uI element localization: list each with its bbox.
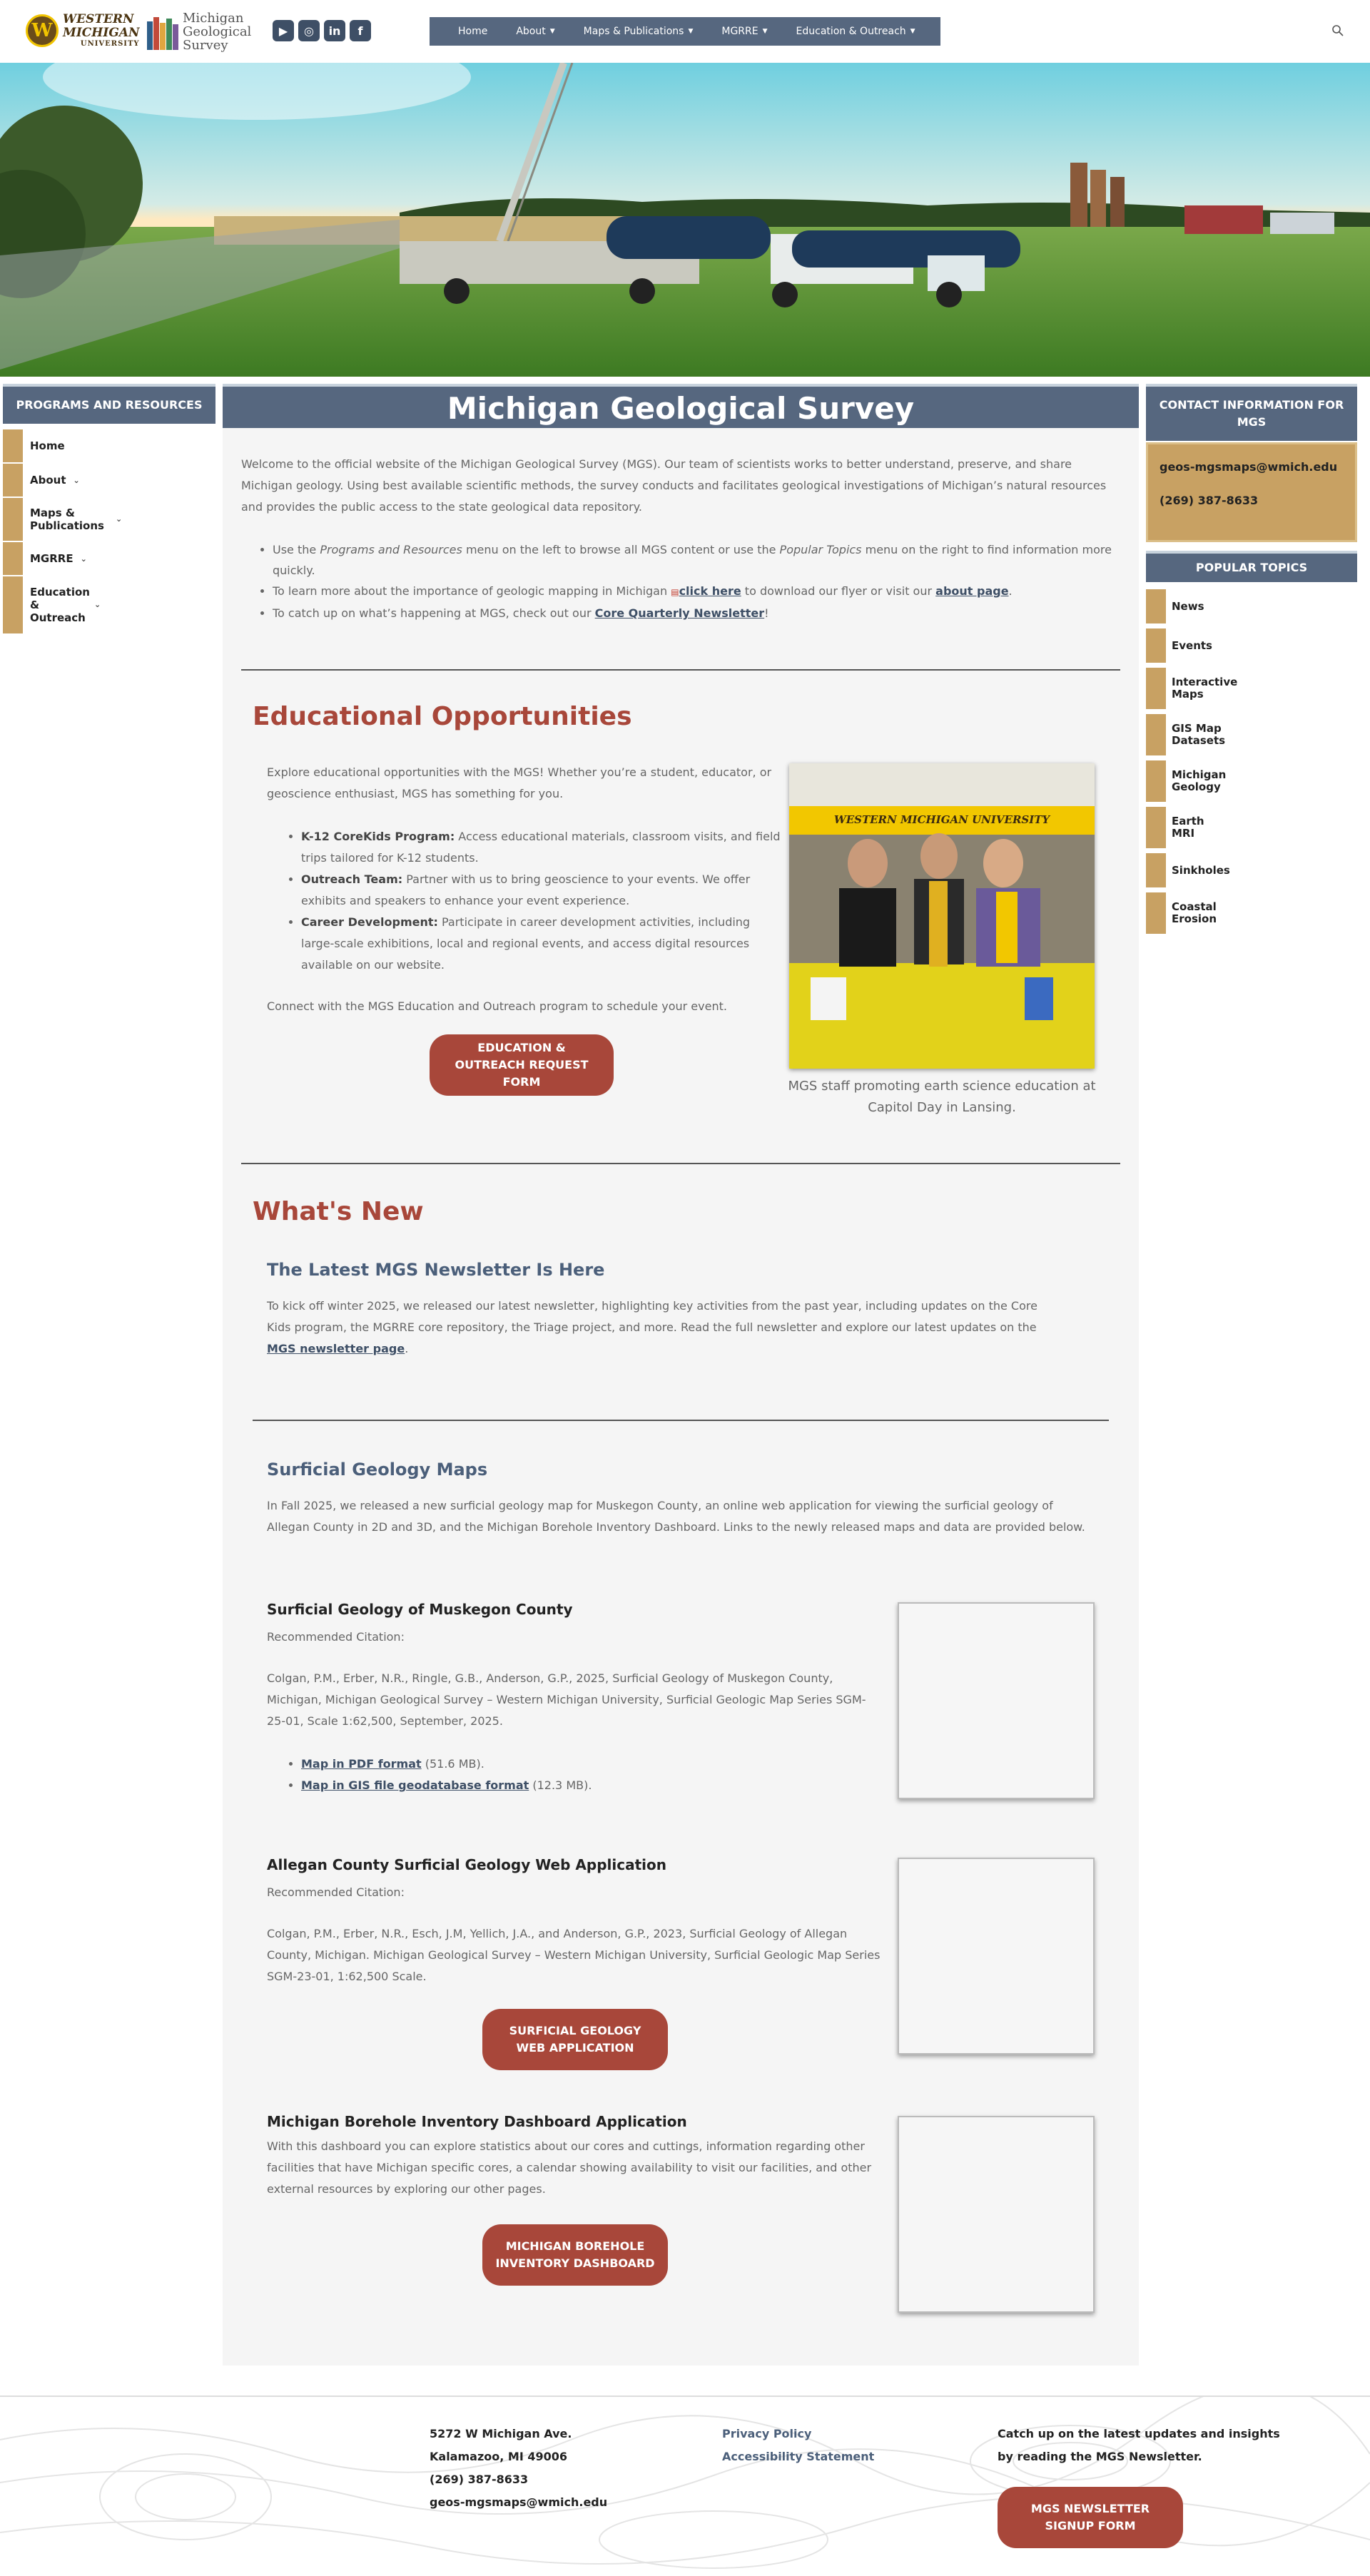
contact-phone[interactable]: (269) 387-8633 [1160,494,1259,507]
right-sidebar [1146,384,1357,939]
footer-phone[interactable]: (269) 387-8633 [430,2473,529,2486]
mgs-logo[interactable] [147,11,251,52]
programs-resources-sidebar [3,384,215,635]
education-item [301,826,786,869]
caret-down-icon: ▼ [910,28,915,35]
intro-bullet [273,581,1129,603]
divider [241,1163,1120,1164]
nav-about[interactable] [502,26,569,37]
muskegon-map-thumbnail[interactable] [898,1602,1095,1799]
sidebar-item-about[interactable] [3,464,215,497]
file-size: (51.6 MB). [421,1757,484,1771]
muskegon-rec: Recommended Citation: [267,1630,405,1644]
staff-photo-illustration [789,763,1095,1069]
topic-events[interactable] [1146,628,1357,663]
sidebar-item-mgrre[interactable] [3,542,215,575]
accessibility-statement-link[interactable]: Accessibility Statement [722,2450,875,2463]
surficial-heading: Surficial Geology Maps [267,1460,488,1480]
topic-label: Interactive Maps [1172,676,1238,701]
topic-label: Coastal Erosion [1172,900,1217,925]
caret-down-icon: ▼ [549,28,555,35]
surficial-paragraph: In Fall 2025, we released a new surficial geology map for Muskegon County, an online web application for viewing the surficial geology of Allegan County in 2D and 3D, and the Michigan Borehole Inventory Dashboard. Links to the newly released maps and data are provided below. [267,1499,1085,1534]
allegan-citation: Colgan, P.M., Erber, N.R., Esch, J.M, Yellich, J.A., and Anderson, G.P., 2023, Surficial Geology of Allegan County, Michigan. Michigan Geological Survey – Western Michigan University, Surficial Geologic Map Series SGM-23-01, 1:62,500 Scale. [267,1927,881,1983]
social-links [273,20,371,41]
footer-email[interactable]: geos-mgsmaps@wmich.edu [430,2495,608,2509]
topic-interactive-maps[interactable] [1146,668,1357,709]
site-header [0,0,1370,63]
topic-coastal-erosion[interactable] [1146,892,1357,934]
youtube-icon[interactable]: ▶ [273,20,294,41]
main-nav [430,17,940,46]
footer-newsletter-text: Catch up on the latest updates and insights by reading the MGS Newsletter. [998,2427,1280,2463]
wmu-wordmark [63,13,140,49]
wmu-line2: MICHIGAN [63,26,140,40]
education-item-text: Participate in career development activities, including large-scale exhibitions, local and regional events, and access digital resources available on our website. [301,915,751,972]
topic-earth-mri[interactable] [1146,807,1357,848]
sidebar-item-label: Maps & Publications [30,506,104,532]
sidebar-item-label: Home [30,439,65,452]
programs-resources-title: PROGRAMS AND RESOURCES [3,384,215,424]
instagram-icon[interactable]: ◎ [298,20,320,41]
newsletter-heading: The Latest MGS Newsletter Is Here [267,1260,605,1280]
muskegon-pdf-link[interactable]: Map in PDF format [301,1757,422,1771]
intro-bullets [273,539,1129,623]
sidebar-item-label: MGRRE [30,552,73,565]
surficial-web-app-button[interactable]: SURFICIAL GEOLOGY WEB APPLICATION [482,2009,668,2070]
bullet-text: ! [764,606,769,620]
newsletter-end: . [405,1342,409,1355]
newsletter-paragraph [267,1295,1037,1360]
search-icon[interactable] [1331,24,1344,37]
bullet-text: To learn more about the importance of geologic mapping in Michigan [273,584,671,598]
topic-michigan-geology[interactable] [1146,760,1357,802]
education-item [301,869,786,912]
bullet-text: menu on the right to find information more quickly. [273,543,1112,577]
mgs-line1: Michigan [183,11,244,26]
newsletter-signup-button[interactable]: MGS NEWSLETTER SIGNUP FORM [998,2487,1183,2548]
photo-banner-text: WESTERN MICHIGAN UNIVERSITY [833,813,1050,826]
contact-box [1146,442,1357,542]
mgs-wordmark [183,11,251,52]
borehole-dashboard-thumbnail[interactable] [898,2116,1095,2313]
education-item-title: K-12 CoreKids Program: [301,830,455,843]
footer-address-line2: Kalamazoo, MI 49006 [430,2450,567,2463]
chevron-down-icon[interactable]: ⌄ [80,554,87,564]
chevron-down-icon[interactable]: ⌄ [73,475,80,485]
nav-education-label: Education & Outreach [796,26,906,37]
bullet-text: . [1008,584,1013,598]
nav-maps-label: Maps & Publications [583,26,684,37]
programs-resources-list [3,429,215,633]
muskegon-citation: Colgan, P.M., Erber, N.R., Ringle, G.B., Anderson, G.P., 2025, Surficial Geology of Muskegon County, Michigan, Michigan Geological Survey – Western Michigan University, Surficial Geologic Map Series SGM-25-01, Scale 1:62,500, September, 2025. [267,1671,866,1728]
education-request-button[interactable]: EDUCATION & OUTREACH REQUEST FORM [430,1034,614,1096]
intro-bullet [273,539,1129,581]
nav-about-label: About [516,26,546,37]
contact-title: CONTACT INFORMATION FOR MGS [1146,384,1357,441]
footer-links [722,2423,874,2468]
intro-paragraph: Welcome to the official website of the Michigan Geological Survey (MGS). Our team of scientists works to better understand, preserve, and share Michigan geology. Using best available scientific methods, the survey conducts and facilitates geological investigations of Michigan’s natural resources and provides the public access to the state geological data repository. [241,457,1107,514]
page-title: Michigan Geological Survey [223,384,1139,428]
wmu-line3: UNIVERSITY [80,40,140,48]
education-list [301,826,786,976]
core-quarterly-link[interactable]: Core Quarterly Newsletter [594,606,765,620]
borehole-text: With this dashboard you can explore statistics about our cores and cuttings, information regarding other facilities that have Michigan specific cores, a calendar showing availability to visit our facilities, and other external resources by exploring our other pages. [267,2139,872,2196]
education-intro: Explore educational opportunities with the MGS! Whether you’re a student, educator, or geoscience enthusiast, MGS has something for you. [267,765,772,800]
education-item-title: Career Development: [301,915,438,929]
hero-drilling-scene [0,63,1370,377]
nav-mgrre-label: MGRRE [721,26,758,37]
mgs-line3: Survey [183,38,228,53]
newsletter-text: To kick off winter 2025, we released our latest newsletter, highlighting key activities from the past year, including updates on the Core Kids program, the MGRRE core repository, the Triage project, and more. Read the full newsletter and explore our latest updates on the [267,1299,1037,1334]
about-page-link[interactable]: about page [935,584,1009,598]
muskegon-title: Surficial Geology of Muskegon County [267,1601,573,1618]
hero-image [0,63,1370,377]
allegan-title: Allegan County Surficial Geology Web Application [267,1856,666,1873]
education-item-title: Outreach Team: [301,872,403,886]
topic-gis-datasets[interactable] [1146,714,1357,755]
facebook-icon[interactable]: f [350,20,371,41]
education-connect: Connect with the MGS Education and Outreach program to schedule your event. [267,999,727,1013]
borehole-dashboard-button[interactable]: MICHIGAN BOREHOLE INVENTORY DASHBOARD [482,2224,668,2286]
caret-down-icon: ▼ [688,28,694,35]
nav-maps-publications[interactable] [569,26,708,37]
pdf-icon: ▤ [671,587,679,597]
newsletter-page-link[interactable]: MGS newsletter page [267,1342,405,1355]
mgs-book-icon [147,14,178,50]
nav-home-label: Home [458,26,488,37]
sidebar-item-maps-publications[interactable] [3,498,215,541]
bullet-text: Use the [273,543,320,556]
allegan-rec: Recommended Citation: [267,1885,405,1899]
nav-education-outreach[interactable] [782,26,930,37]
nav-mgrre[interactable] [707,26,781,37]
caret-down-icon: ▼ [762,28,768,35]
chevron-down-icon[interactable]: ⌄ [94,600,101,609]
topic-label: Sinkholes [1172,863,1230,877]
muskegon-gis-link[interactable]: Map in GIS file geodatabase format [301,1778,529,1792]
whats-new-heading: What's New [253,1197,424,1226]
topic-news[interactable] [1146,589,1357,623]
sidebar-item-home[interactable] [3,429,215,462]
download-item [301,1775,801,1796]
education-heading: Educational Opportunities [253,702,632,731]
footer-address-line1: 5272 W Michigan Ave. [430,2427,572,2440]
linkedin-icon[interactable]: in [324,20,345,41]
allegan-app-thumbnail[interactable] [898,1858,1095,2055]
file-size: (12.3 MB). [529,1778,592,1792]
divider [253,1420,1109,1421]
site-footer [0,2396,1370,2576]
education-item-text: Partner with us to bring geoscience to your events. We offer exhibits and speakers to enhance your event experience. [301,872,751,907]
contact-email[interactable]: geos-mgsmaps@wmich.edu [1160,460,1338,474]
education-item [301,912,786,976]
privacy-policy-link[interactable]: Privacy Policy [722,2427,812,2440]
wmu-line1: WESTERN [63,12,134,26]
mgs-line2: Geological [183,24,252,39]
popular-topics-list [1146,589,1357,934]
bullet-text: to download our flyer or visit our [741,584,936,598]
education-item-text: Access educational materials, classroom visits, and field trips tailored for K-12 students. [301,830,781,865]
popular-topics-title: POPULAR TOPICS [1146,551,1357,582]
education-photo [789,763,1095,1069]
topic-label: News [1172,599,1204,613]
topic-label: Earth MRI [1172,815,1204,840]
divider [241,669,1120,671]
sidebar-item-label: About [30,474,66,487]
sidebar-item-label: Education & Outreach [30,586,90,624]
flyer-link[interactable]: click here [679,584,741,598]
muskegon-downloads [301,1753,801,1796]
bullet-emphasis: Programs and Resources [320,543,462,556]
nav-home[interactable] [444,26,502,37]
bullet-text: menu on the left to browse all MGS content or use the [462,543,780,556]
main-content [223,384,1139,2366]
topic-sinkholes[interactable] [1146,853,1357,887]
topic-label: Events [1172,638,1212,652]
photo-caption: MGS staff promoting earth science education at Capitol Day in Lansing. [788,1079,1096,1115]
intro-bullet [273,603,1129,623]
topic-label: GIS Map Datasets [1172,722,1226,747]
footer-address [430,2423,607,2514]
sidebar-item-education-outreach[interactable] [3,576,215,633]
download-item [301,1753,801,1775]
bullet-text: To catch up on what’s happening at MGS, check out our [273,606,595,620]
wmu-logo[interactable] [26,13,140,49]
borehole-title: Michigan Borehole Inventory Dashboard Application [267,2113,687,2130]
topic-label: Michigan Geology [1172,768,1227,793]
wmu-w-mark: W [26,14,59,47]
bullet-emphasis: Popular Topics [779,543,862,556]
chevron-down-icon[interactable]: ⌄ [116,514,123,524]
